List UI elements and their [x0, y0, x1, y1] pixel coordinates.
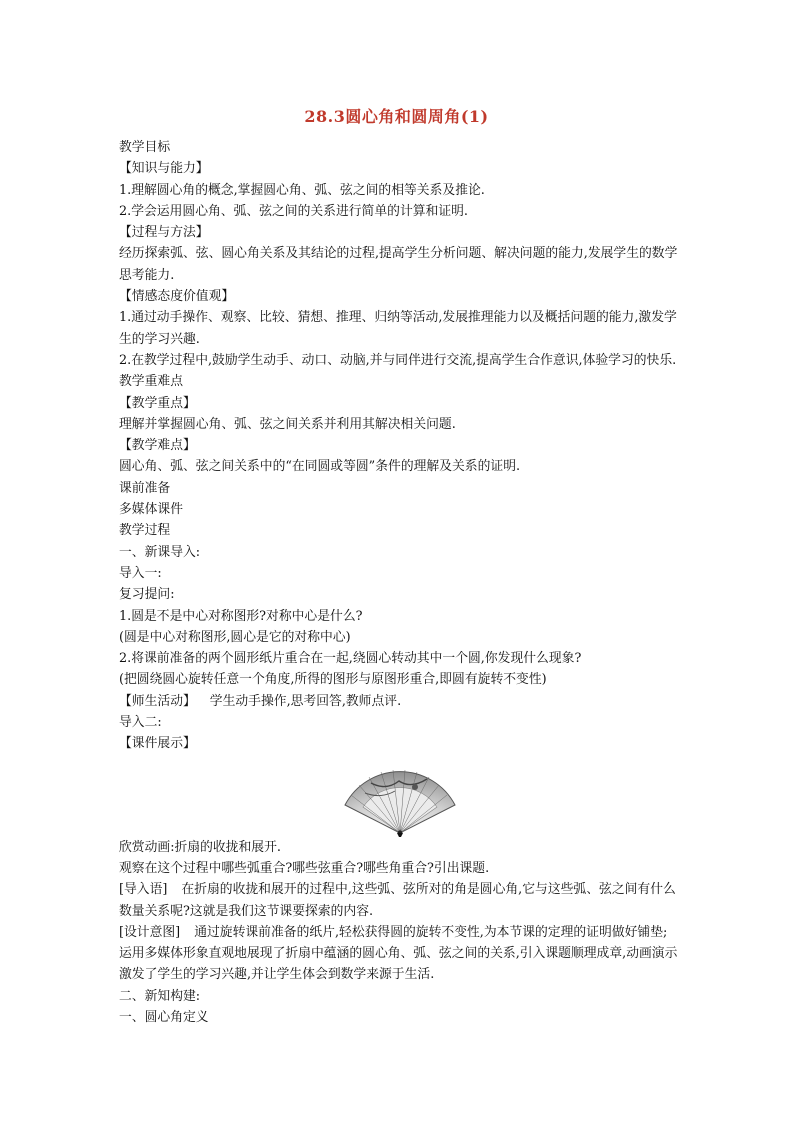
- guide-text: 在折扇的收拢和展开的过程中,这些弧、弦所对的角是圆心角,它与这些弧、弦之间有什么数量关系呢?这就是我们这节课要探索的内容.: [119, 882, 676, 919]
- subsection-heading: 【教学难点】: [119, 438, 196, 454]
- paragraph: 圆心角、弧、弦之间关系中的“在同圆或等圆”条件的理解及关系的证明.: [119, 459, 521, 475]
- design-paragraph: [119, 922, 679, 986]
- paragraph: 2.将课前准备的两个圆形纸片重合在一起,绕圆心转动其中一个圆,你发现什么现象?: [119, 651, 582, 667]
- paragraph: 1.理解圆心角的概念,掌握圆心角、弧、弦之间的相等关系及推论.: [119, 182, 485, 198]
- design-label: [设计意图]: [119, 924, 181, 940]
- subsection-heading: 【过程与方法】: [119, 225, 209, 241]
- section-heading: 教学重难点: [119, 374, 183, 390]
- activity-label: 【师生活动】: [119, 693, 196, 709]
- paragraph: 1.圆是不是中心对称图形?对称中心是什么?: [119, 608, 363, 624]
- paragraph: 一、新课导入:: [119, 544, 201, 560]
- paragraph: 导入二:: [119, 715, 162, 731]
- paragraph: 多媒体课件: [119, 502, 183, 518]
- section-heading: 一、圆心角定义: [119, 1009, 209, 1025]
- subsection-heading: 【教学重点】: [119, 395, 196, 411]
- paragraph: 导入一:: [119, 565, 162, 581]
- paragraph: (圆是中心对称图形,圆心是它的对称中心): [119, 629, 351, 645]
- design-text: 通过旋转课前准备的纸片,轻松获得圆的旋转不变性,为本节课的定理的证明做好铺垫;运用多媒体形象直观地展现了折扇中蕴涵的圆心角、弧、弦之间的关系,引入课题顺理成章,动画演示激发了学生的学习兴趣,并让学生体会到数学来源于生活.: [119, 924, 678, 983]
- subsection-heading: 【情感态度价值观】: [119, 289, 235, 305]
- document-body: [119, 137, 679, 1028]
- paragraph: 1.通过动手操作、观察、比较、猜想、推理、归纳等活动,发展推理能力以及概括问题的能力,激发学生的学习兴趣.: [119, 310, 677, 347]
- subsection-heading: 【知识与能力】: [119, 161, 209, 177]
- section-heading: 教学过程: [119, 523, 171, 539]
- guide-label: [导入语]: [119, 882, 168, 898]
- paragraph: 欣赏动画:折扇的收拢和展开.: [119, 839, 281, 855]
- activity-line: [119, 691, 679, 712]
- paragraph: 经历探索弧、弦、圆心角关系及其结论的过程,提高学生分析问题、解决问题的能力,发展学生的数学思考能力.: [119, 246, 678, 283]
- section-heading: 课前准备: [119, 480, 171, 496]
- paragraph: 观察在这个过程中哪些弧重合?哪些弦重合?哪些角重合?引出课题.: [119, 860, 490, 876]
- paragraph: 复习提问:: [119, 587, 175, 603]
- fan-figure: [119, 755, 679, 837]
- guide-paragraph: [119, 879, 679, 922]
- subsection-heading: 【课件展示】: [119, 736, 196, 752]
- folding-fan-image: [341, 761, 459, 837]
- document-title: 28.3圆心角和圆周角(1): [304, 107, 489, 126]
- paragraph: 理解并掌握圆心角、弧、弦之间关系并利用其解决相关问题.: [119, 416, 456, 432]
- activity-text: 学生动手操作,思考回答,教师点评.: [209, 693, 402, 709]
- section-heading: 二、新知构建:: [119, 988, 201, 1004]
- paragraph: 2.在教学过程中,鼓励学生动手、动口、动脑,并与同伴进行交流,提高学生合作意识,体验学习的快乐.: [119, 352, 677, 368]
- paragraph: 2.学会运用圆心角、弧、弦之间的关系进行简单的计算和证明.: [119, 203, 468, 219]
- paragraph: (把圆绕圆心旋转任意一个角度,所得的图形与原图形重合,即圆有旋转不变性): [119, 672, 547, 688]
- section-heading: 教学目标: [119, 140, 171, 155]
